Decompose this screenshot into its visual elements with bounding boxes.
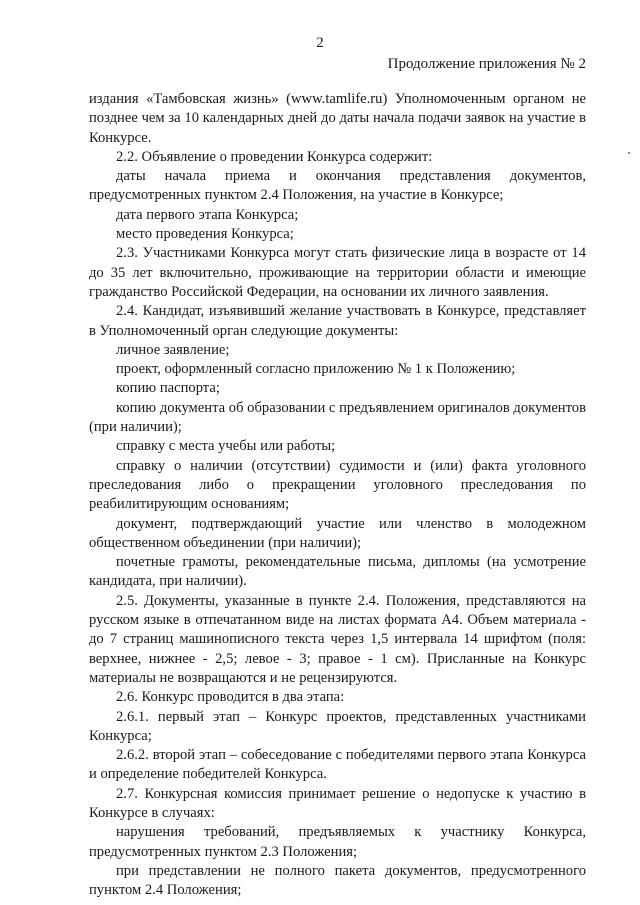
paragraph: документ, подтверждающий участие или членство в молодежном общественном объединении (при наличии); xyxy=(89,515,586,551)
paragraph: при представлении не полного пакета документов, предусмотренного пунктом 2.4 Положения; xyxy=(89,862,586,899)
paragraph: копию паспорта; xyxy=(116,380,220,397)
scan-artifact xyxy=(628,152,630,154)
paragraph: личное заявление; xyxy=(116,341,230,358)
continuation-header: Продолжение приложения № 2 xyxy=(387,56,586,72)
paragraph: 2.6.1. первый этап – Конкурс проектов, представленных участниками Конкурса; xyxy=(89,708,586,744)
paragraph: нарушения требований, предъявляемых к участнику Конкурса, предусмотренных пунктом 2.3 Положения; xyxy=(89,824,586,860)
document-body xyxy=(89,90,586,900)
paragraph: справку с места учебы или работы; xyxy=(116,438,336,455)
paragraph: издания «Тамбовская жизнь» (www.tamlife.ru) Уполномоченным органом не позднее чем за 10 календарных дней до даты начала подачи заявок на участие в Конкурсе. xyxy=(89,91,586,146)
paragraph: почетные грамоты, рекомендательные письма, дипломы (на усмотрение кандидата, при наличии). xyxy=(89,554,586,590)
paragraph: 2.6.2. второй этап – собеседование с победителями первого этапа Конкурса и определение победителей Конкурса. xyxy=(89,747,586,783)
paragraph: 2.6. Конкурс проводится в два этапа: xyxy=(116,689,345,706)
paragraph: справку о наличии (отсутствии) судимости и (или) факта уголовного преследования либо о прекращении уголовного преследования по реабилитирующим основаниям; xyxy=(89,457,586,513)
page-number: 2 xyxy=(316,35,324,51)
paragraph: 2.2. Объявление о проведении Конкурса содержит: xyxy=(116,148,433,165)
paragraph: 2.7. Конкурсная комиссия принимает решение о недопуске к участию в Конкурсе в случаях: xyxy=(89,785,586,821)
paragraph: 2.4. Кандидат, изъявивший желание участвовать в Конкурсе, представляет в Уполномоченный орган следующие документы: xyxy=(89,303,586,339)
paragraph: даты начала приема и окончания представления документов, предусмотренных пунктом 2.4 Положения, на участие в Конкурсе; xyxy=(89,168,586,204)
paragraph: место проведения Конкурса; xyxy=(116,226,294,243)
paragraph: 2.3. Участниками Конкурса могут стать физические лица в возрасте от 14 до 35 лет включительно, проживающие на территории области и имеющие гражданство Российской Федерации, на основании их личного заявления. xyxy=(89,245,586,300)
paragraph: дата первого этапа Конкурса; xyxy=(116,206,299,223)
paragraph: копию документа об образовании с предъявлением оригиналов документов (при наличии); xyxy=(89,399,586,436)
paragraph: 2.5. Документы, указанные в пункте 2.4. Положения, представляются на русском языке в отпечатанном виде на листах формата А4. Объем материала - до 7 страниц машинописного текста через 1,5 интервала 14 шрифтом (поля: верхнее, нижнее - 2,5; левое - 3; правое - 1 см). Присланные на Конкурс материалы не возвращаются и не рецензируются. xyxy=(89,592,586,686)
paragraph: проект, оформленный согласно приложению № 1 к Положению; xyxy=(116,361,516,378)
